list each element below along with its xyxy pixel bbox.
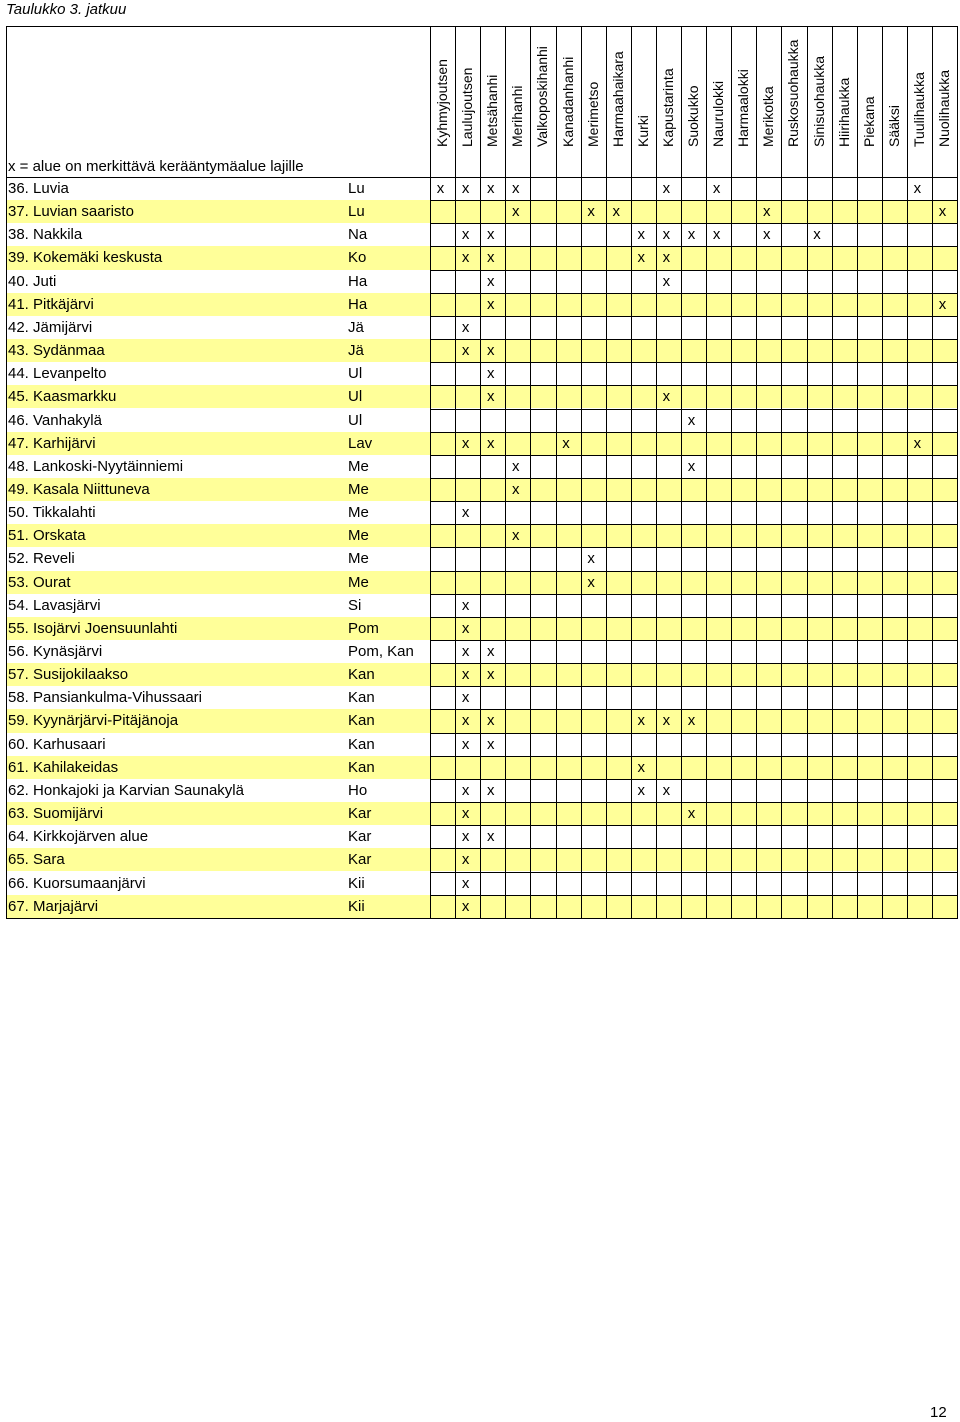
grid-row-line <box>430 733 957 734</box>
grid-column-line <box>706 26 707 918</box>
municipality-code: Kii <box>348 897 365 915</box>
species-header: Kurki <box>634 115 651 147</box>
species-header: Harmaahaikara <box>609 51 626 147</box>
area-name: 43. Sydänmaa <box>8 342 105 360</box>
grid-row-line <box>430 825 957 826</box>
species-header: Laulujoutsen <box>459 67 476 147</box>
area-name: 52. Reveli <box>8 550 75 568</box>
gathering-mark: x <box>461 666 470 684</box>
gathering-mark: x <box>461 504 470 522</box>
species-header: Valkoposkihanhi <box>534 46 551 147</box>
grid-column-line <box>606 26 607 918</box>
gathering-mark: x <box>486 365 495 383</box>
gathering-mark: x <box>938 203 947 221</box>
gathering-mark: x <box>486 226 495 244</box>
row-highlight <box>6 802 957 825</box>
municipality-code: Ko <box>348 249 367 267</box>
gathering-mark: x <box>712 180 721 197</box>
row-highlight <box>6 895 957 918</box>
area-name: 63. Suomijärvi <box>8 805 104 823</box>
area-name: 48. Lankoski-Nyytäinniemi <box>8 457 184 475</box>
area-name: 58. Pansiankulma-Vihussaari <box>8 689 202 707</box>
municipality-code: Ul <box>348 365 363 383</box>
gathering-mark: x <box>687 712 696 730</box>
municipality-code: Me <box>348 527 369 545</box>
gathering-mark: x <box>587 203 595 221</box>
gathering-mark: x <box>637 758 646 776</box>
area-name: 54. Lavasjärvi <box>8 596 101 614</box>
species-header: Hiirihaukka <box>835 77 852 147</box>
grid-row-line <box>430 663 957 664</box>
municipality-code: Me <box>348 573 369 591</box>
gathering-mark: x <box>486 666 495 684</box>
municipality-code: Na <box>348 226 368 244</box>
gathering-mark: x <box>512 180 520 197</box>
gathering-mark: x <box>687 411 696 429</box>
area-name: 64. Kirkkojärven alue <box>8 828 149 846</box>
species-header: Merihanhi <box>509 85 526 147</box>
gathering-mark: x <box>587 550 595 568</box>
species-header: Sinisuohaukka <box>810 55 827 147</box>
grid-column-line <box>907 26 908 918</box>
gathering-mark: x <box>662 249 671 267</box>
area-name: 46. Vanhakylä <box>8 411 102 429</box>
grid-column-line <box>857 26 858 918</box>
grid-row-line <box>430 756 957 757</box>
area-name: 49. Kasala Niittuneva <box>8 480 150 498</box>
row-highlight <box>6 571 957 594</box>
grid-row-line <box>430 501 957 502</box>
gathering-mark: x <box>461 851 470 869</box>
municipality-code: Si <box>348 596 362 614</box>
gathering-mark: x <box>486 828 495 846</box>
municipality-code: Kan <box>348 758 375 776</box>
grid-column-line <box>807 26 808 918</box>
area-name: 39. Kokemäki keskusta <box>8 249 163 267</box>
gathering-mark: x <box>512 203 520 221</box>
gathering-mark: x <box>486 388 495 406</box>
grid-column-line <box>882 26 883 918</box>
area-name: 36. Luvia <box>8 180 69 197</box>
gathering-mark: x <box>486 735 495 753</box>
grid-row-line <box>430 594 957 595</box>
grid-row-line <box>430 385 957 386</box>
grid-column-line <box>932 26 933 918</box>
area-name: 56. Kynäsjärvi <box>8 643 103 660</box>
area-name: 60. Karhusaari <box>8 735 106 753</box>
grid-column-line <box>756 26 757 918</box>
row-highlight <box>6 200 957 223</box>
gathering-mark: x <box>461 249 470 267</box>
gathering-mark: x <box>913 434 922 452</box>
row-highlight <box>6 848 957 871</box>
gathering-mark: x <box>461 180 470 197</box>
municipality-code: Kar <box>348 805 372 823</box>
species-header: Kanadanhanhi <box>559 56 576 147</box>
grid-row-line <box>430 779 957 780</box>
gathering-mark: x <box>637 781 646 799</box>
municipality-code: Jä <box>348 342 364 360</box>
gathering-mark: x <box>662 388 671 406</box>
gathering-mark: x <box>763 226 771 244</box>
gathering-mark: x <box>486 434 495 452</box>
grid-column-line <box>581 26 582 918</box>
municipality-code: Me <box>348 480 369 498</box>
grid-row-line <box>430 270 957 271</box>
gathering-mark: x <box>461 596 470 614</box>
area-name: 67. Marjajärvi <box>8 897 99 915</box>
area-name: 66. Kuorsumaanjärvi <box>8 874 146 892</box>
area-name: 55. Isojärvi Joensuunlahti <box>8 619 178 637</box>
gathering-mark: x <box>512 480 520 498</box>
gathering-mark: x <box>461 643 470 660</box>
species-header: Merikotka <box>760 86 777 147</box>
area-name: 61. Kahilakeidas <box>8 758 119 776</box>
gathering-mark: x <box>486 249 495 267</box>
gathering-mark: x <box>813 226 821 244</box>
area-name: 59. Kyynärjärvi-Pitäjänoja <box>8 712 179 730</box>
species-header: Nuolihaukka <box>936 69 952 147</box>
municipality-code: Lu <box>348 203 365 221</box>
grid-row-line <box>430 293 957 294</box>
grid-row-line <box>430 617 957 618</box>
gathering-mark: x <box>461 619 470 637</box>
gathering-mark: x <box>687 226 696 244</box>
grid-row-line <box>430 571 957 572</box>
municipality-code: Me <box>348 504 369 522</box>
grid-column-line <box>731 26 732 918</box>
gathering-mark: x <box>662 226 671 244</box>
grid-row-line <box>430 246 957 247</box>
species-header: Merimetso <box>584 81 601 147</box>
area-name: 57. Susijokilaakso <box>8 666 129 684</box>
table-caption: Taulukko 3. jatkuu <box>6 1 127 18</box>
grid-row-line <box>430 547 957 548</box>
species-header: Piekana <box>860 96 877 147</box>
municipality-code: Pom, Kan <box>348 643 414 660</box>
gathering-mark: x <box>461 805 470 823</box>
page-number: 12 <box>930 1404 947 1421</box>
municipality-code: Kan <box>348 735 375 753</box>
grid-row-line <box>430 686 957 687</box>
municipality-code: Lav <box>348 434 373 452</box>
grid-row-line <box>430 895 957 896</box>
municipality-code: Ul <box>348 411 363 429</box>
gathering-mark: x <box>913 180 922 197</box>
table-border-bottom <box>6 918 958 919</box>
area-name: 44. Levanpelto <box>8 365 107 383</box>
gathering-mark: x <box>662 180 671 197</box>
grid-row-line <box>430 640 957 641</box>
area-name: 51. Orskata <box>8 527 86 545</box>
gathering-mark: x <box>461 689 470 707</box>
grid-column-line <box>430 26 431 918</box>
gathering-mark: x <box>461 735 470 753</box>
gathering-mark: x <box>461 828 470 846</box>
gathering-mark: x <box>486 342 495 360</box>
legend-note: x = alue on merkittävä kerääntymäalue lajille <box>8 158 304 175</box>
municipality-code: Kii <box>348 874 365 892</box>
gathering-mark: x <box>712 226 721 244</box>
species-header: Tuulihaukka <box>910 72 927 147</box>
municipality-code: Kan <box>348 666 375 684</box>
row-highlight <box>6 756 957 779</box>
municipality-code: Jä <box>348 318 364 336</box>
gathering-mark: x <box>637 249 646 267</box>
gathering-mark: x <box>938 295 947 313</box>
area-name: 62. Honkajoki ja Karvian Saunakylä <box>8 781 244 799</box>
species-header: Kapustarinta <box>659 68 676 147</box>
gathering-mark: x <box>637 226 646 244</box>
gathering-mark: x <box>512 457 520 475</box>
gathering-mark: x <box>461 318 470 336</box>
gathering-mark: x <box>587 573 595 591</box>
area-name: 42. Jämijärvi <box>8 318 93 336</box>
area-name: 38. Nakkila <box>8 226 83 244</box>
municipality-code: Ho <box>348 781 368 799</box>
municipality-code: Ha <box>348 272 368 290</box>
grid-row-line <box>430 848 957 849</box>
municipality-code: Pom <box>348 619 379 637</box>
gathering-mark: x <box>687 457 696 475</box>
gathering-mark: x <box>662 781 671 799</box>
gathering-mark: x <box>436 180 445 197</box>
municipality-code: Me <box>348 457 369 475</box>
gathering-mark: x <box>763 203 771 221</box>
area-name: 37. Luvian saaristo <box>8 203 134 221</box>
gathering-mark: x <box>486 643 495 660</box>
municipality-code: Kan <box>348 689 375 707</box>
gathering-mark: x <box>687 805 696 823</box>
species-header: Metsähanhi <box>484 74 501 147</box>
area-name: 50. Tikkalahti <box>8 504 96 522</box>
grid-column-line <box>556 26 557 918</box>
grid-column-line <box>832 26 833 918</box>
gathering-mark: x <box>486 295 495 313</box>
table-border-top <box>6 26 957 27</box>
area-name: 40. Juti <box>8 272 57 290</box>
gathering-mark: x <box>662 712 671 730</box>
municipality-code: Kar <box>348 828 372 846</box>
grid-row-line <box>430 432 957 433</box>
gathering-mark: x <box>512 527 520 545</box>
area-name: 65. Sara <box>8 851 65 869</box>
species-header: Naurulokki <box>710 80 727 147</box>
gathering-mark: x <box>637 712 646 730</box>
area-name: 53. Ourat <box>8 573 71 591</box>
gathering-mark: x <box>662 272 671 290</box>
gathering-mark: x <box>562 434 570 452</box>
gathering-mark: x <box>486 712 495 730</box>
gathering-mark: x <box>461 342 470 360</box>
gathering-mark: x <box>461 897 470 915</box>
species-header: Harmaalokki <box>735 69 752 147</box>
grid-row-line <box>430 362 957 363</box>
gathering-mark: x <box>461 712 470 730</box>
species-header: Sääksi <box>885 104 902 147</box>
municipality-code: Lu <box>348 180 365 197</box>
gathering-mark: x <box>486 180 495 197</box>
grid-row-line <box>430 316 957 317</box>
gathering-mark: x <box>486 781 495 799</box>
table-border-right <box>957 26 958 919</box>
row-highlight <box>6 524 957 547</box>
municipality-code: Kan <box>348 712 375 730</box>
area-name: 47. Karhijärvi <box>8 434 96 452</box>
gathering-mark: x <box>486 272 495 290</box>
area-name: 45. Kaasmarkku <box>8 388 117 406</box>
municipality-code: Ha <box>348 295 368 313</box>
gathering-mark: x <box>461 781 470 799</box>
grid-column-line <box>781 26 782 918</box>
grid-column-line <box>530 26 531 918</box>
gathering-mark: x <box>461 874 470 892</box>
gathering-mark: x <box>461 434 470 452</box>
grid-row-line <box>430 339 957 340</box>
gathering-mark: x <box>461 226 470 244</box>
gathering-mark: x <box>612 203 620 221</box>
municipality-code: Ul <box>348 388 363 406</box>
municipality-code: Me <box>348 550 369 568</box>
grid-row-line <box>430 872 957 873</box>
table-border-left <box>6 26 7 918</box>
municipality-code: Kar <box>348 851 372 869</box>
species-header: Ruskosuohaukka <box>785 39 802 147</box>
species-header: Suokukko <box>685 85 701 147</box>
species-header: Kyhmyjoutsen <box>434 59 450 147</box>
area-name: 41. Pitkäjärvi <box>8 295 94 313</box>
